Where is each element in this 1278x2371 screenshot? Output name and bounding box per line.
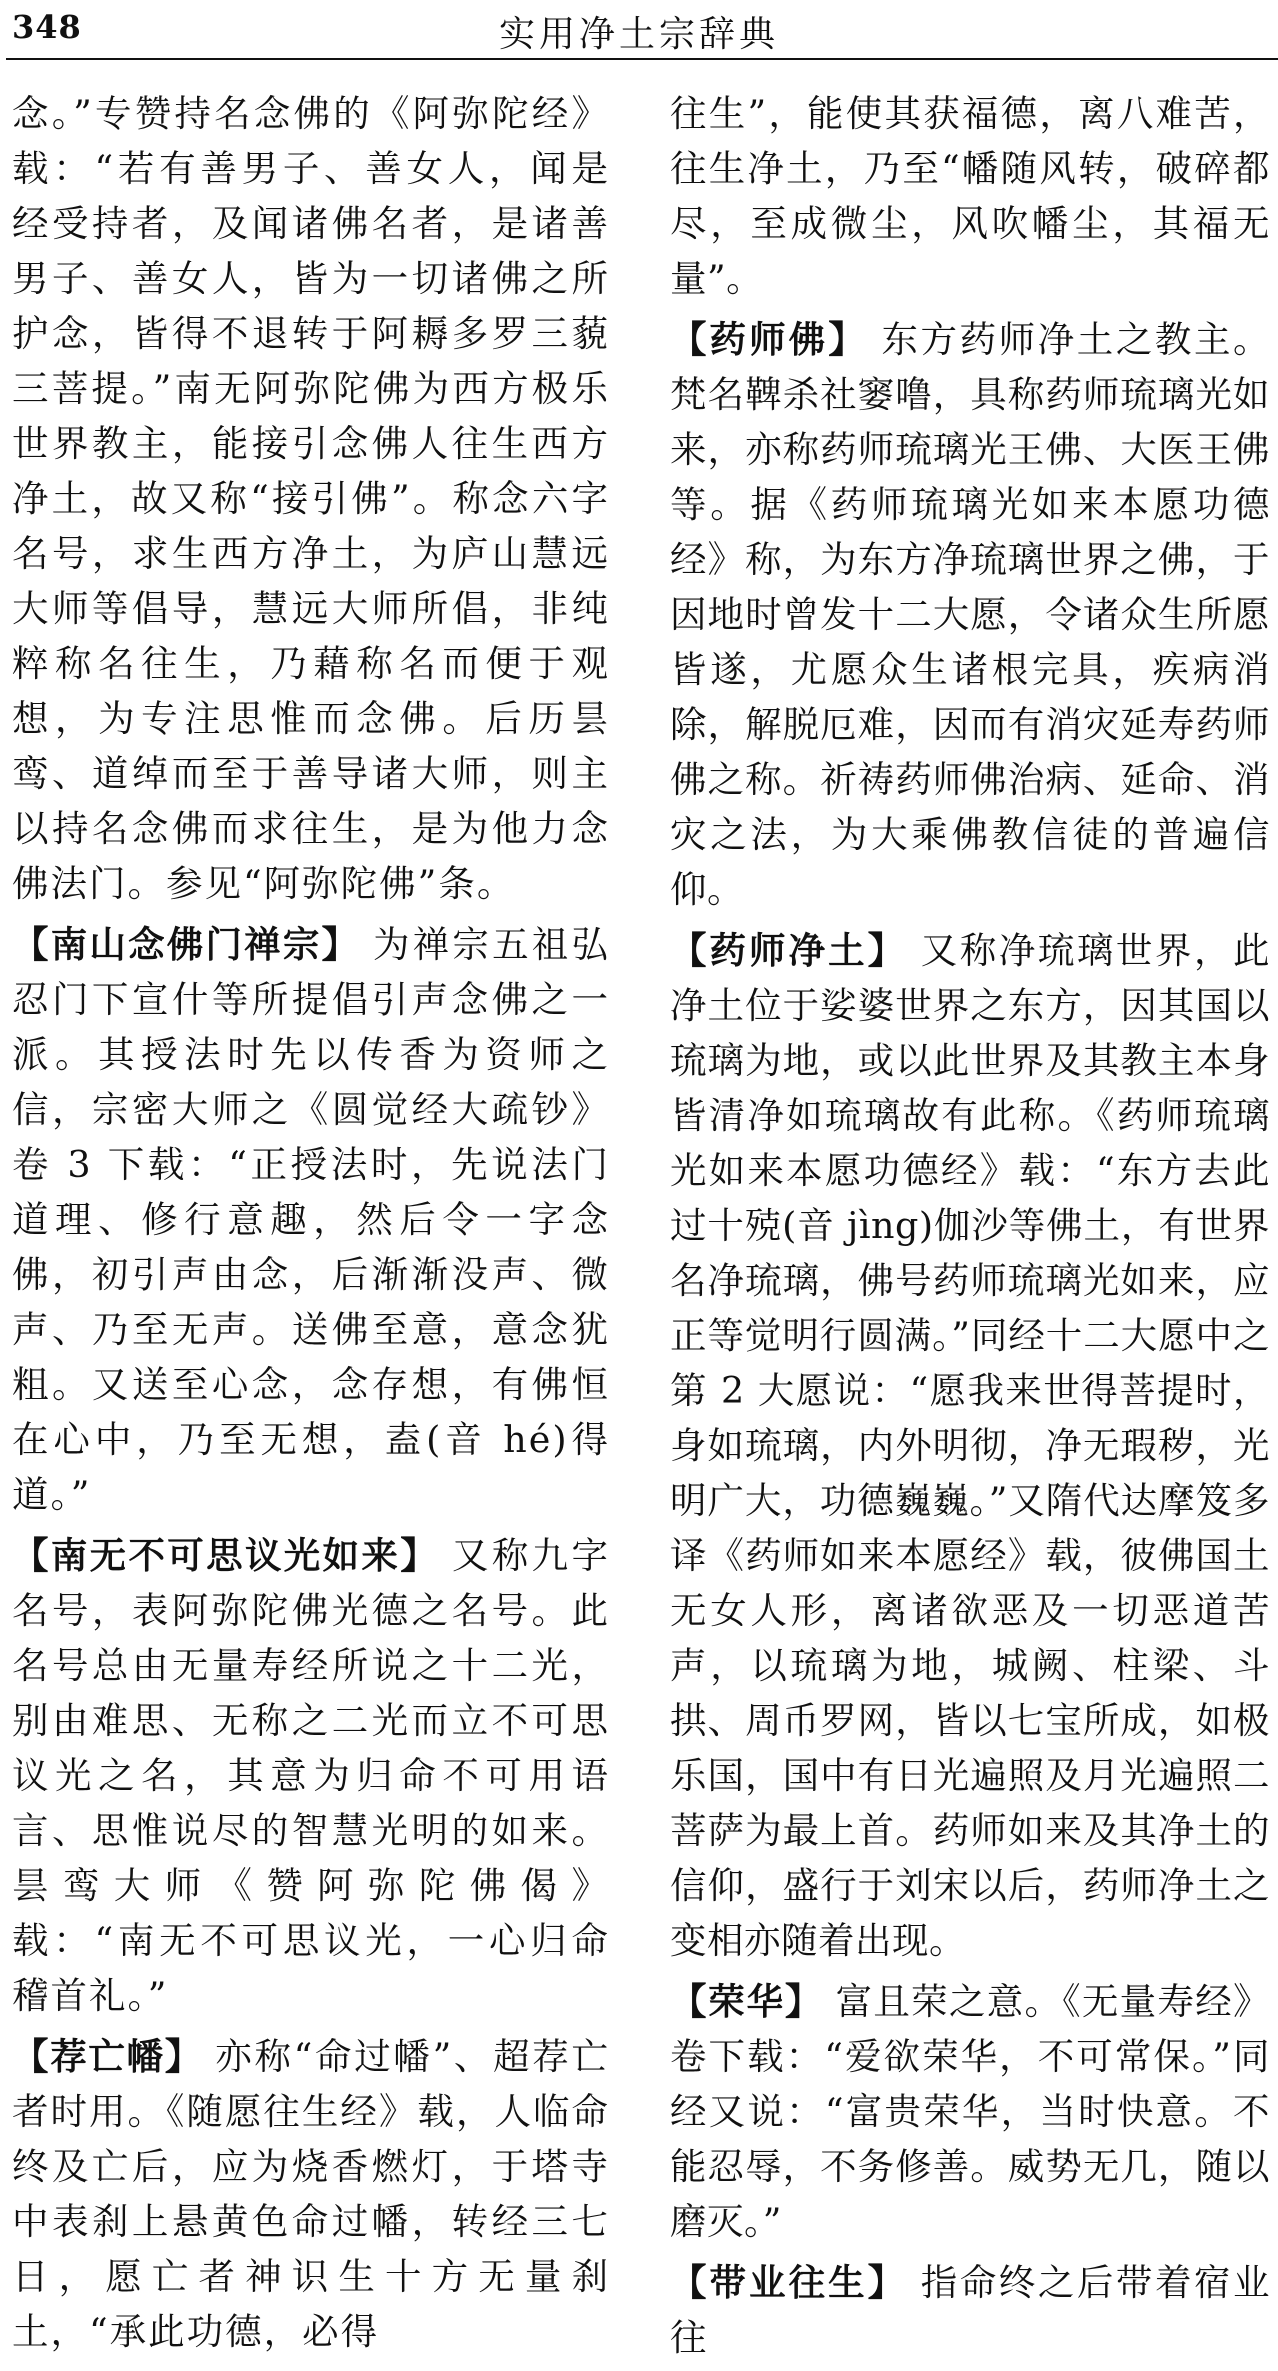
entry-body: 指命终之后带着宿业往 (670, 2261, 1271, 2359)
entry-body: 东方药师净土之教主。梵名鞞杀社窭噜，具称药师琉璃光如来，亦称药师琉璃光王佛、大医王佛等。据《药师琉璃光如来本愿功德经》称，为东方净琉璃世界之佛，于因地时曾发十二大愿，令诸众生所愿皆遂，尤愿众生诸根完具，疾病消除，解脱厄难，因而有消灾延寿药师佛之称。祈祷药师佛治病、延命、消灾之法，为大乘佛教信徒的普遍信仰。 (670, 318, 1271, 911)
page-number: 348 (12, 8, 82, 46)
entry-body: 念。”专赞持名念佛的《阿弥陀经》载：“若有善男子、善女人，闻是经受持者，及闻诸佛名者，是诸善男子、善女人，皆为一切诸佛之所护念，皆得不退转于阿耨多罗三藐三菩提。”南无阿弥陀佛为西方极乐世界教主，能接引念佛人往生西方净土，故又称“接引佛”。称念六字名号，求生西方净土，为庐山慧远大师等倡导，慧远大师所倡，非纯粹称名往生，乃藉称名而便于观想，为专注思惟而念佛。后历昙鸾、道绰而至于善导诸大师，则主以持名念佛而求往生，是为他力念佛法门。参见“阿弥陀佛”条。 (12, 92, 610, 905)
running-title: 实用净土宗辞典 (498, 14, 779, 55)
entry-body: 又称净琉璃世界，此净土位于娑婆世界之东方，因其国以琉璃为地，或以此世界及其教主本身皆清净如琉璃故有此称。《药师琉璃光如来本愿功德经》载：“东方去此过十殑(音 jìng)伽沙等佛土，有世界名净琉璃，佛号药师琉璃光如来，应正等觉明行圆满。”同经十二大愿中之第 2 大愿说：“愿我来世得菩提时，身如琉璃，内外明彻，净无瑕秽，光明广大，功德巍巍。”又隋代达摩笈多译《药师如来本愿经》载，彼佛国土无女人形，离诸欲恶及一切恶道苦声，以琉璃为地，城阙、柱梁、斗拱、周币罗网，皆以七宝所成，如极乐国，国中有日光遍照及月光遍照二菩萨为最上首。药师如来及其净土的信仰，盛行于刘宋以后，药师净土之变相亦随着出现。 (670, 929, 1271, 1962)
dictionary-entry-jianwangfan (12, 2029, 610, 2359)
entry-body: 往生”，能使其获福德，离八难苦，往生净土，乃至“幡随风转，破碎都尽，至成微尘，风吹幡尘，其福无量”。 (670, 92, 1270, 300)
continued-entry-text (670, 86, 1270, 306)
entry-headword: 【荣华】 (670, 1980, 824, 2023)
dictionary-entry-daiye-wangsheng (670, 2255, 1270, 2365)
entry-headword: 【南无不可思议光如来】 (12, 1534, 440, 1577)
entry-body: 又称九字名号，表阿弥陀佛光德之名号。此名号总由无量寿经所说之十二光，别由难思、无称之二光而立不可思议光之名，其意为归命不可用语言、思惟说尽的智慧光明的如来。昙鸾大师《赞阿弥陀佛偈》载：“南无不可思议光，一心归命稽首礼。” (12, 1534, 611, 2017)
left-column (12, 86, 610, 2365)
entry-headword: 【带业往生】 (670, 2261, 908, 2304)
entry-headword: 【药师净土】 (670, 929, 908, 972)
page-header (0, 0, 1278, 64)
dictionary-entry-yaoshifo (670, 312, 1270, 917)
dictionary-entry-nanshan (12, 917, 610, 1522)
entry-headword: 【南山念佛门禅宗】 (12, 923, 361, 966)
continued-entry-text (12, 86, 610, 911)
entry-body: 亦称“命过幡”、超荐亡者时用。《随愿往生经》载，人临命终及亡后，应为烧香燃灯，于塔寺中表刹上悬黄色命过幡，转经三七日，愿亡者神识生十方无量刹土，“承此功德，必得 (12, 2035, 610, 2353)
dictionary-entry-yaoshi-jingtu (670, 923, 1270, 1968)
entry-body: 富且荣之意。《无量寿经》卷下载：“爱欲荣华，不可常保。”同经又说：“富贵荣华，当时快意。不能忍辱，不务修善。威势无几，随以磨灭。” (670, 1980, 1271, 2243)
dictionary-entry-ronghua (670, 1974, 1270, 2249)
dictionary-entry-namo-buke (12, 1528, 610, 2023)
entry-headword: 【药师佛】 (670, 318, 868, 361)
entry-headword: 【荐亡幡】 (12, 2035, 203, 2078)
right-column (670, 86, 1270, 2371)
entry-body: 为禅宗五祖弘忍门下宣什等所提倡引声念佛之一派。其授法时先以传香为资师之信，宗密大师之《圆觉经大疏钞》卷 3 下载：“正授法时，先说法门道理、修行意趣，然后令一字念佛，初引声由念，后渐渐没声、微声、乃至无声。送佛至意，意念犹粗。又送至心念，念存想，有佛恒在心中，乃至无想，盍(音 hé)得道。” (12, 923, 610, 1516)
header-rule (6, 58, 1278, 60)
